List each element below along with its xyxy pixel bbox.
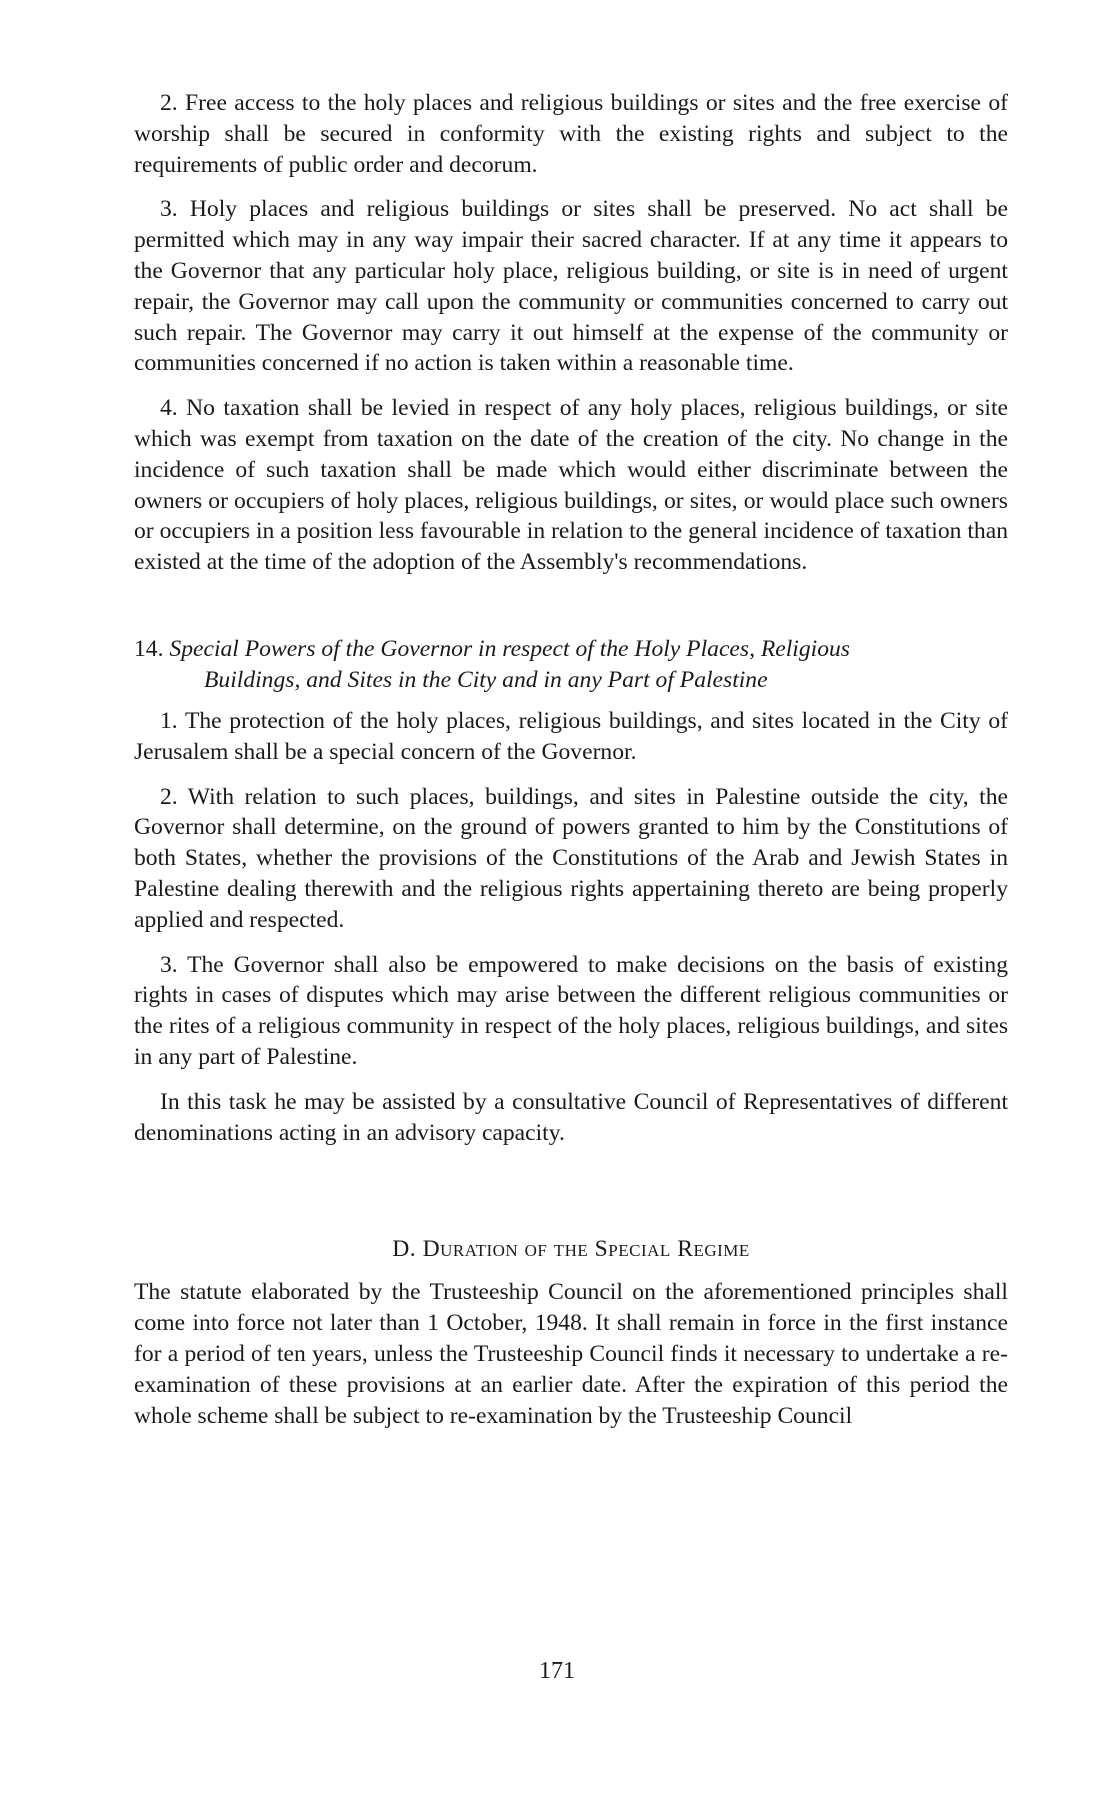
paragraph-protection: 1. The protection of the holy places, religious buildings, and sites located in the City of Jerusalem shall be a special concern of the Governor. [134,707,1008,765]
paragraph-duration: The statute elaborated by the Trusteeship Council on the aforementioned principles shall come into force not later than 1 October, 1948. It shall remain in force in the first instance for a period of ten years, unless the Trusteeship Council finds it necessary to undertake a re-examination of these provisions at an earlier date. After the expiration of this period the whole scheme shall be subject to re-examination by the Trusteeship Council [134,1279,1008,1429]
section-d-title: Duration of the Special Regime [422,1236,750,1263]
section-14-title-line2: Buildings, and Sites in the City and in any Part of Palestine [204,666,768,693]
section-d-heading [134,1236,1008,1263]
paragraph-free-access: 2. Free access to the holy places and religious buildings or sites and the free exercise of worship shall be secured in conformity with the existing rights and subject to the requirements of public order and decorum. [134,90,1008,178]
paragraph-preservation: 3. Holy places and religious buildings or sites shall be preserved. No act shall be permitted which may in any way impair their sacred character. If at any time it appears to the Governor that any particular holy place, religious building, or site is in need of urgent repair, the Governor may call upon the community or communities concerned to carry out such repair. The Governor may carry it out himself at the expense of the community or communities concerned if no action is taken within a reasonable time. [134,196,1008,377]
page-body [134,88,1008,1445]
section-14-number: 14. [134,635,164,662]
section-14-heading-line1 [134,634,1008,665]
section-14-heading [134,634,1008,696]
section-d-letter: D. [392,1236,417,1263]
paragraph-outside-city: 2. With relation to such places, buildings, and sites in Palestine outside the city, the Governor shall determine, on the ground of powers granted to him by the Constitutions of both States, whether the provisions of the Constitutions of the Arab and Jewish States in Palestine dealing therewith and the religious rights appertaining thereto are being properly applied and respected. [134,783,1008,933]
page-number: 171 [539,1658,575,1684]
paragraph-council: In this task he may be assisted by a consultative Council of Representatives of different denominations acting in an advisory capacity. [134,1088,1008,1146]
section-14-title-line1: Special Powers of the Governor in respect of the Holy Places, Religious [169,635,850,662]
paragraph-taxation: 4. No taxation shall be levied in respect of any holy places, religious buildings, or site which was exempt from taxation on the date of the creation of the city. No change in the incidence of such taxation shall be made which would either discriminate between the owners or occupiers of holy places, religious buildings, or sites, or would place such owners or occupiers in a position less favourable in relation to the general incidence of taxation than existed at the time of the adoption of the Assembly's recommendations. [134,395,1008,576]
paragraph-disputes: 3. The Governor shall also be empowered to make decisions on the basis of existing rights in cases of disputes which may arise between the different religious communities or the rites of a religious community in respect of the holy places, religious buildings, and sites in any part of Palestine. [134,951,1008,1070]
